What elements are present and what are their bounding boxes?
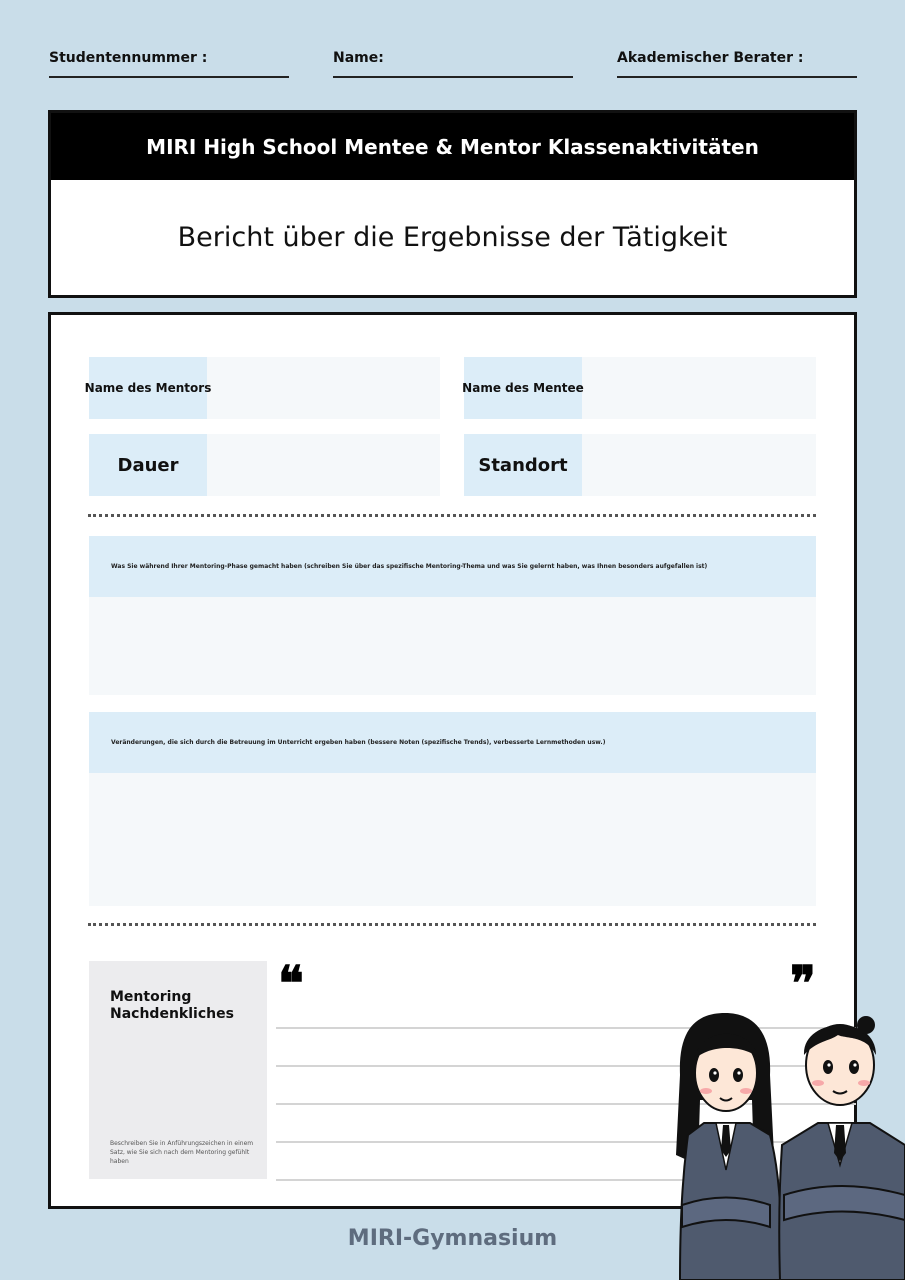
report-subtitle: Bericht über die Ergebnisse der Tätigkeit	[177, 222, 728, 253]
name-label: Name:	[333, 50, 384, 66]
location-label: Standort	[464, 434, 582, 496]
name-field[interactable]	[333, 48, 573, 78]
mentor-name-field[interactable]	[84, 357, 440, 419]
close-quote-icon: ❞	[790, 956, 816, 1012]
reflection-note: Beschreiben Sie in Anführungszeichen in einem Satz, wie Sie sich nach dem Mentoring gefühlt haben	[110, 1140, 254, 1165]
changes-prompt: Veränderungen, die sich durch die Betreuung im Unterricht ergeben haben (bessere Noten (spezifische Trends), verbesserte Lernmethoden usw.)	[89, 712, 816, 773]
activity-prompt: Was Sie während Ihrer Mentoring-Phase gemacht haben (schreiben Sie über das spezifische Mentoring-Thema und was Sie gelernt haben, was Ihnen besonders aufgefallen ist)	[89, 536, 816, 597]
student-number-field[interactable]	[49, 48, 289, 78]
mentee-name-field[interactable]	[464, 357, 816, 419]
mentee-name-label: Name des Mentee	[464, 357, 582, 419]
location-field[interactable]	[464, 434, 816, 496]
header-title: MIRI High School Mentee & Mentor Klassenaktivitäten	[51, 113, 854, 180]
open-quote-icon: ❝	[278, 956, 304, 1012]
student-number-label: Studentennummer :	[49, 50, 208, 66]
header-box	[48, 110, 857, 298]
mentor-name-label: Name des Mentors	[89, 357, 207, 419]
advisor-label: Akademischer Berater :	[617, 50, 804, 66]
reflection-title: Mentoring Nachdenkliches	[110, 989, 234, 1022]
duration-label: Dauer	[89, 434, 207, 496]
reflection-card	[89, 961, 267, 1179]
activity-section	[89, 536, 816, 695]
advisor-field[interactable]	[617, 48, 857, 78]
dotted-divider	[88, 514, 816, 517]
school-footer: MIRI-Gymnasium	[347, 1226, 558, 1251]
changes-section	[89, 712, 816, 906]
changes-answer-area[interactable]	[89, 773, 816, 906]
activity-answer-area[interactable]	[89, 597, 816, 695]
dotted-divider	[88, 923, 816, 926]
duration-field[interactable]	[89, 434, 440, 496]
